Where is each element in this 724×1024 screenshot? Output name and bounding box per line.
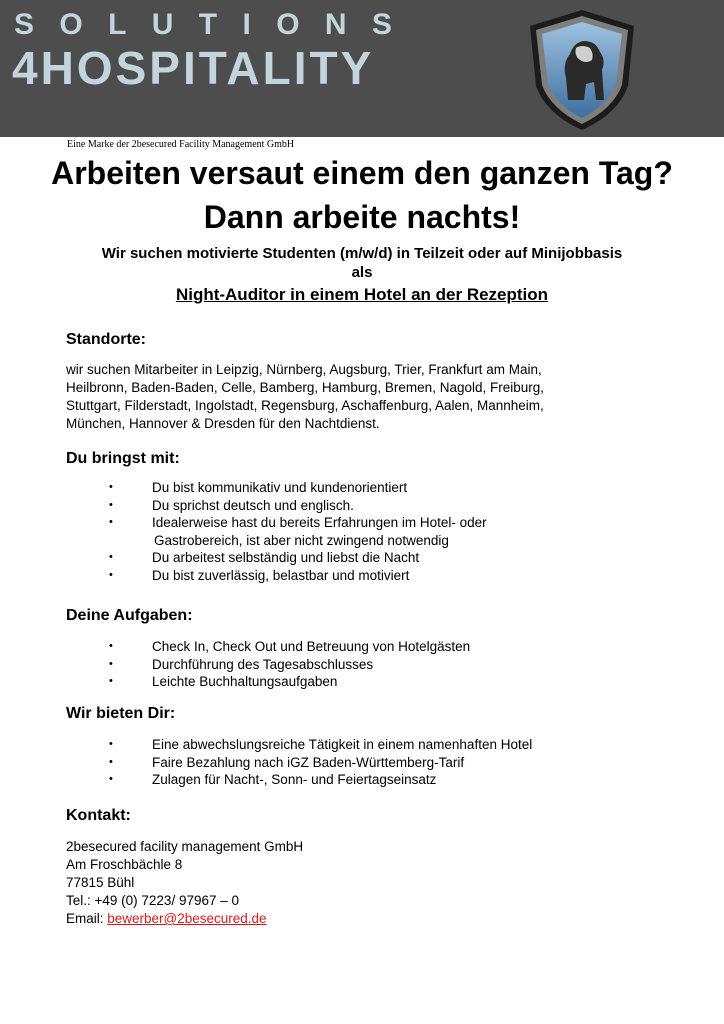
bullet: • xyxy=(109,773,113,785)
list-item xyxy=(66,638,666,656)
brand-letter: I xyxy=(242,8,251,41)
list-item-text: Du bist zuverlässig, belastbar und motiviert xyxy=(152,567,410,583)
list-item xyxy=(66,771,666,789)
contact-company: 2besecured facility management GmbH xyxy=(66,839,304,854)
email-link[interactable]: bewerber@2besecured.de xyxy=(107,911,267,926)
contact-phone: Tel.: +49 (0) 7223/ 97967 – 0 xyxy=(66,893,240,908)
bullet: • xyxy=(109,516,113,528)
list-item-text: Zulagen für Nacht-, Sonn- und Feiertagseinsatz xyxy=(152,772,437,787)
lion-shield-icon xyxy=(522,8,642,132)
list-item-text: Gastrobereich, ist aber nicht zwingend notwendig xyxy=(154,532,449,548)
list-item-text: Leichte Buchhaltungsaufgaben xyxy=(152,674,338,689)
bullet: • xyxy=(109,675,113,687)
brand-solutions xyxy=(14,8,392,42)
text-line: Heilbronn, Baden-Baden, Celle, Bamberg, Hamburg, Bremen, Nagold, Freiburg, xyxy=(66,380,544,395)
list-item xyxy=(66,656,666,674)
bullet: • xyxy=(109,568,113,581)
list-item-text: Du sprichst deutsch und englisch. xyxy=(152,497,354,513)
heading-standorte: Standorte: xyxy=(66,331,146,348)
text-line: wir suchen Mitarbeiter in Leipzig, Nürnberg, Augsburg, Trier, Frankfurt am Main, xyxy=(66,362,542,377)
list-item xyxy=(66,514,666,532)
heading-du-bringst-mit: Du bringst mit: xyxy=(66,450,180,467)
brand-letter: N xyxy=(324,8,347,41)
header-banner xyxy=(0,0,724,137)
list-item-text: Durchführung des Tagesabschlusses xyxy=(152,656,374,672)
bullet: • xyxy=(109,481,113,493)
standorte-text xyxy=(66,361,544,433)
headline: Arbeiten versaut einem den ganzen Tag? Dann arbeite nachts! xyxy=(51,155,673,235)
list-item-text: Check In, Check Out und Betreuung von Hotelgästen xyxy=(152,639,471,654)
bieten-list xyxy=(66,736,666,789)
bullet: • xyxy=(109,640,113,652)
heading-wir-bieten-dir: Wir bieten Dir: xyxy=(66,705,176,722)
brand-letter: T xyxy=(198,8,218,41)
bullet: • xyxy=(109,755,113,768)
text-line: Stuttgart, Filderstadt, Ingolstadt, Regensburg, Aschaffenburg, Aalen, Mannheim, xyxy=(66,398,544,413)
brand-letter: S xyxy=(14,8,35,41)
text-line: München, Hannover & Dresden für den Nachtdienst. xyxy=(66,416,380,431)
brand-letter: L xyxy=(108,8,127,41)
list-item-text: Eine abwechslungsreiche Tätigkeit in einem namenhaften Hotel xyxy=(152,737,533,752)
list-item xyxy=(66,549,666,567)
contact-street: Am Froschbächle 8 xyxy=(66,857,183,872)
brand-letter: O xyxy=(59,8,83,41)
brand-hospitality: 4HOSPITALITY xyxy=(12,42,375,94)
list-item-continuation xyxy=(66,532,666,550)
bullet: • xyxy=(109,657,113,670)
bullet: • xyxy=(109,498,113,511)
brand-letter: S xyxy=(371,8,392,41)
list-item-text: Faire Bezahlung nach iGZ Baden-Württemberg-Tarif xyxy=(152,754,465,770)
email-label: Email: xyxy=(66,911,108,926)
list-item xyxy=(66,567,666,585)
list-item xyxy=(66,497,666,515)
list-item-text: Idealerweise hast du bereits Erfahrungen im Hotel- oder xyxy=(152,515,487,530)
brand-letter: U xyxy=(151,8,174,41)
list-item xyxy=(66,754,666,772)
brand-letter: O xyxy=(276,8,300,41)
contact-email-row xyxy=(66,910,303,928)
list-item xyxy=(66,673,666,691)
list-item-text: Du bist kommunikativ und kundenorientiert xyxy=(152,480,408,495)
heading-deine-aufgaben: Deine Aufgaben: xyxy=(66,607,193,624)
contact-block xyxy=(66,838,303,928)
aufgaben-list xyxy=(66,638,666,691)
sub-brand-note: Eine Marke der 2besecured Facility Management GmbH xyxy=(67,139,295,150)
subhead: Wir suchen motivierte Studenten (m/w/d) in Teilzeit oder auf Minijobbasis als xyxy=(101,245,623,281)
du-bringst-list xyxy=(66,479,666,584)
list-item xyxy=(66,479,666,497)
bullet: • xyxy=(109,551,113,563)
bullet: • xyxy=(109,738,113,750)
contact-city: 77815 Bühl xyxy=(66,875,135,890)
heading-kontakt: Kontakt: xyxy=(66,807,131,824)
list-item-text: Du arbeitest selbständig und liebst die Nacht xyxy=(152,550,420,565)
position-title: Night-Auditor in einem Hotel an der Rezeption xyxy=(175,285,549,304)
list-item xyxy=(66,736,666,754)
